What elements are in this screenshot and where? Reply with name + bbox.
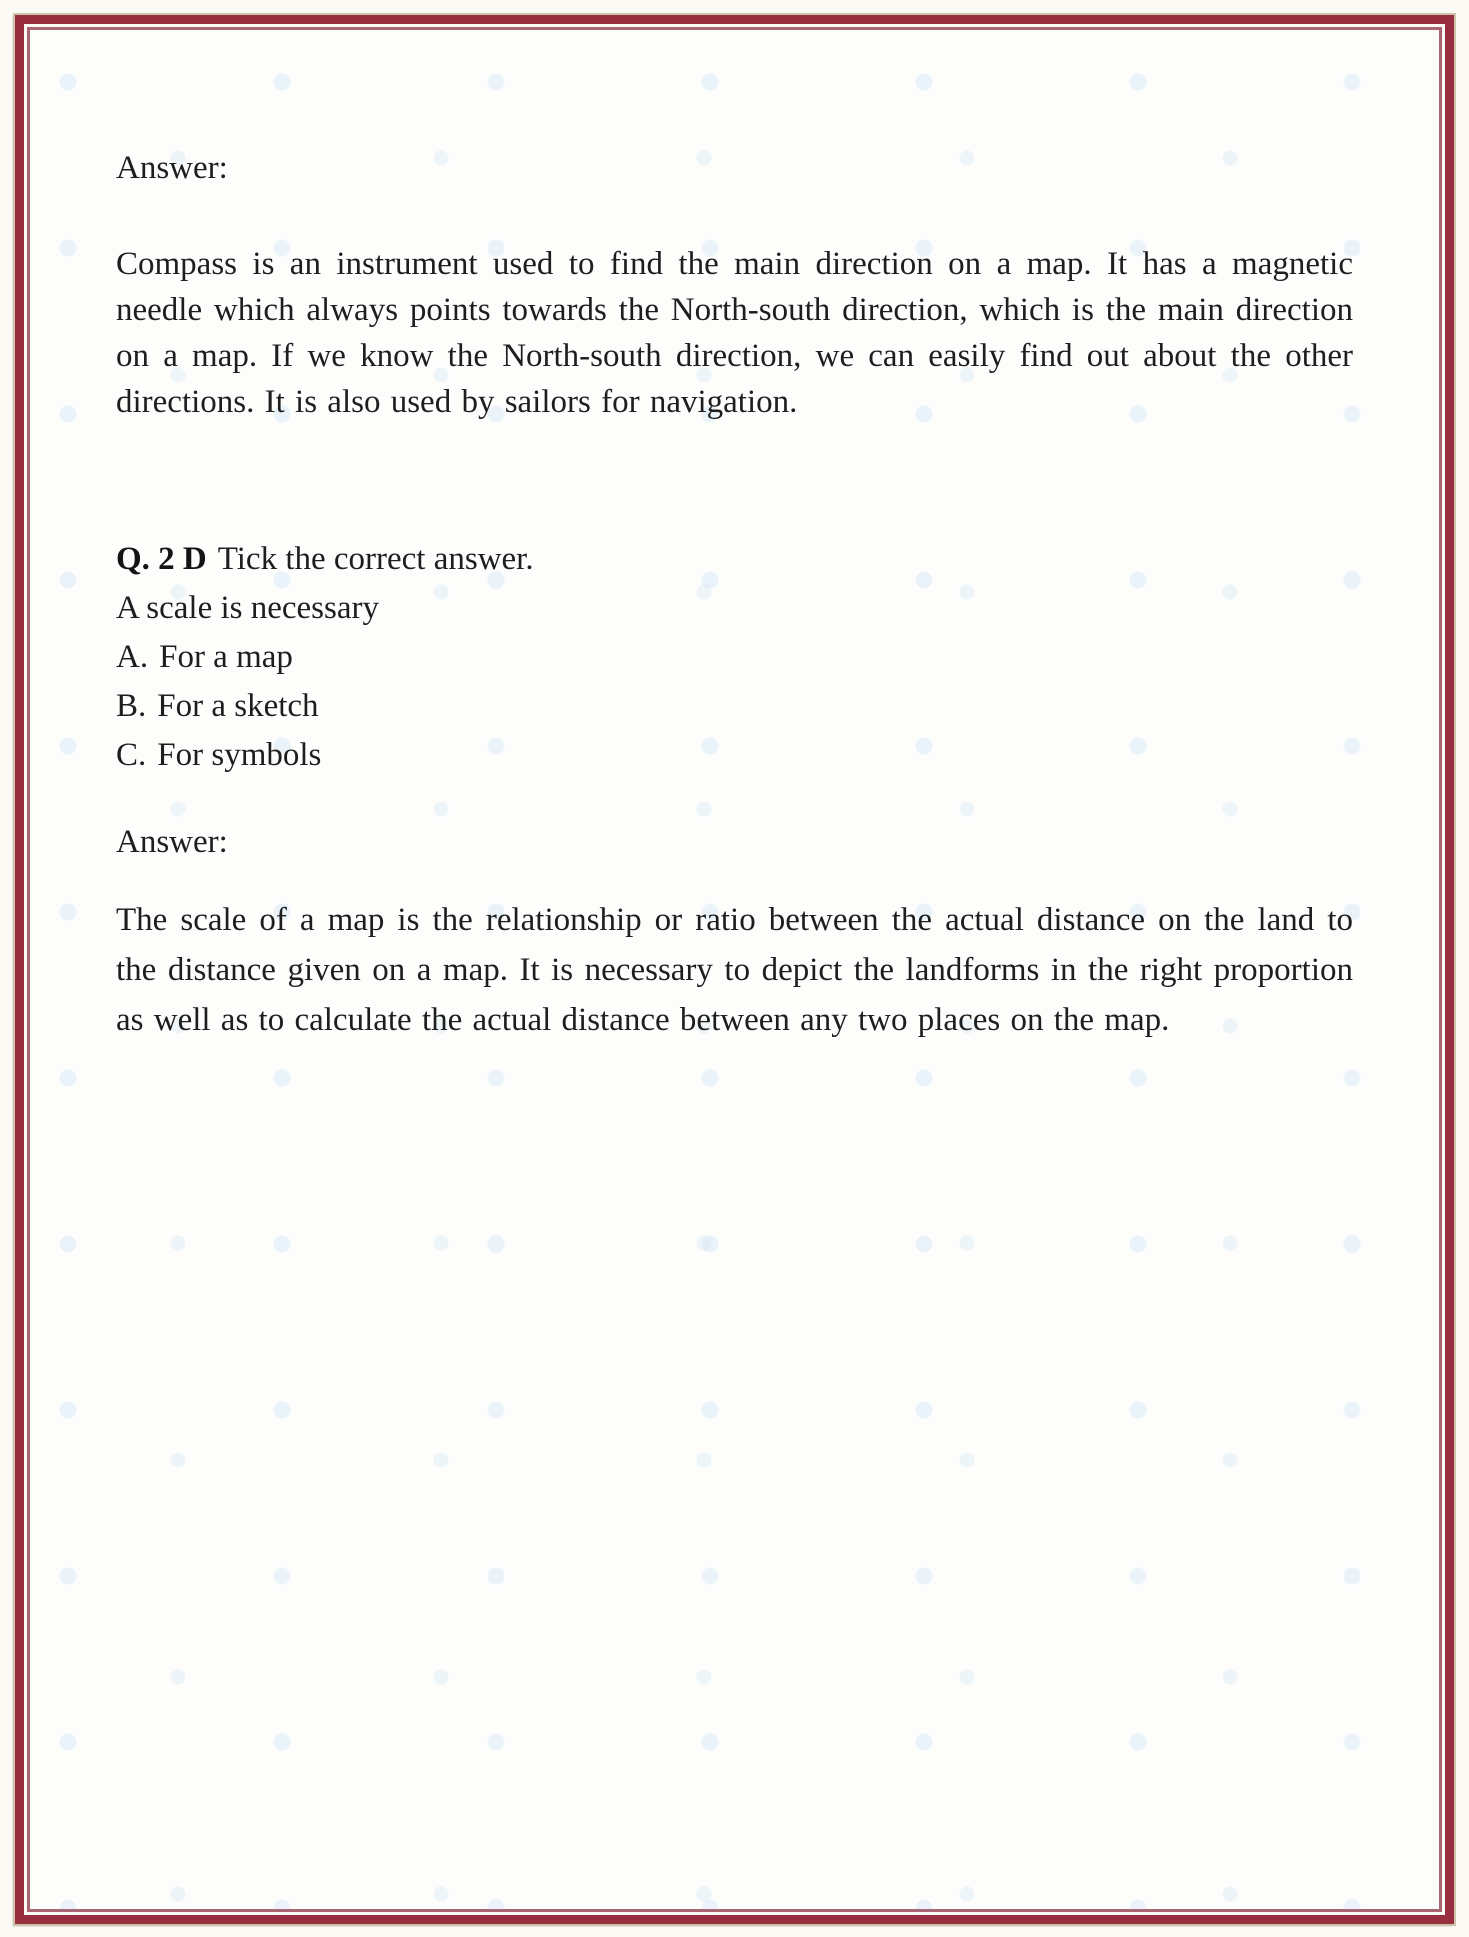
option-c bbox=[116, 731, 1353, 780]
question-prompt: Tick the correct answer. bbox=[217, 541, 534, 577]
question-number: Q. 2 D bbox=[116, 541, 207, 577]
question-stem: A scale is necessary bbox=[116, 590, 379, 626]
answer-label-2: Answer: bbox=[116, 824, 228, 860]
option-b-label: B. bbox=[116, 688, 147, 724]
option-a bbox=[116, 633, 1353, 682]
option-b-text: For a sketch bbox=[157, 688, 319, 724]
option-a-label: A. bbox=[116, 639, 149, 675]
page-border-inner bbox=[27, 27, 1442, 1912]
option-c-text: For symbols bbox=[157, 737, 322, 773]
question-block bbox=[116, 535, 1353, 780]
answer-paragraph-2: The scale of a map is the relationship or ratio between the actual distance on the land to the distance given on a map. It is necessary to depict the landforms in the right proportion as well as to calculate the actual distance between any two places on the map. bbox=[116, 902, 1353, 1038]
answer-paragraph-1: Compass is an instrument used to find the main direction on a map. It has a magnetic needle which always points towards the North-south direction, which is the main direction on a map. If we know the North-south direction, we can easily find out about the other directions. It is also used by sailors for navigation. bbox=[116, 246, 1353, 420]
option-c-label: C. bbox=[116, 737, 147, 773]
option-b bbox=[116, 682, 1353, 731]
answer-label-1: Answer: bbox=[116, 150, 228, 186]
page-content bbox=[30, 30, 1439, 1909]
question-heading bbox=[116, 535, 1353, 584]
option-a-text: For a map bbox=[159, 639, 293, 675]
page-border-outer bbox=[15, 15, 1454, 1924]
